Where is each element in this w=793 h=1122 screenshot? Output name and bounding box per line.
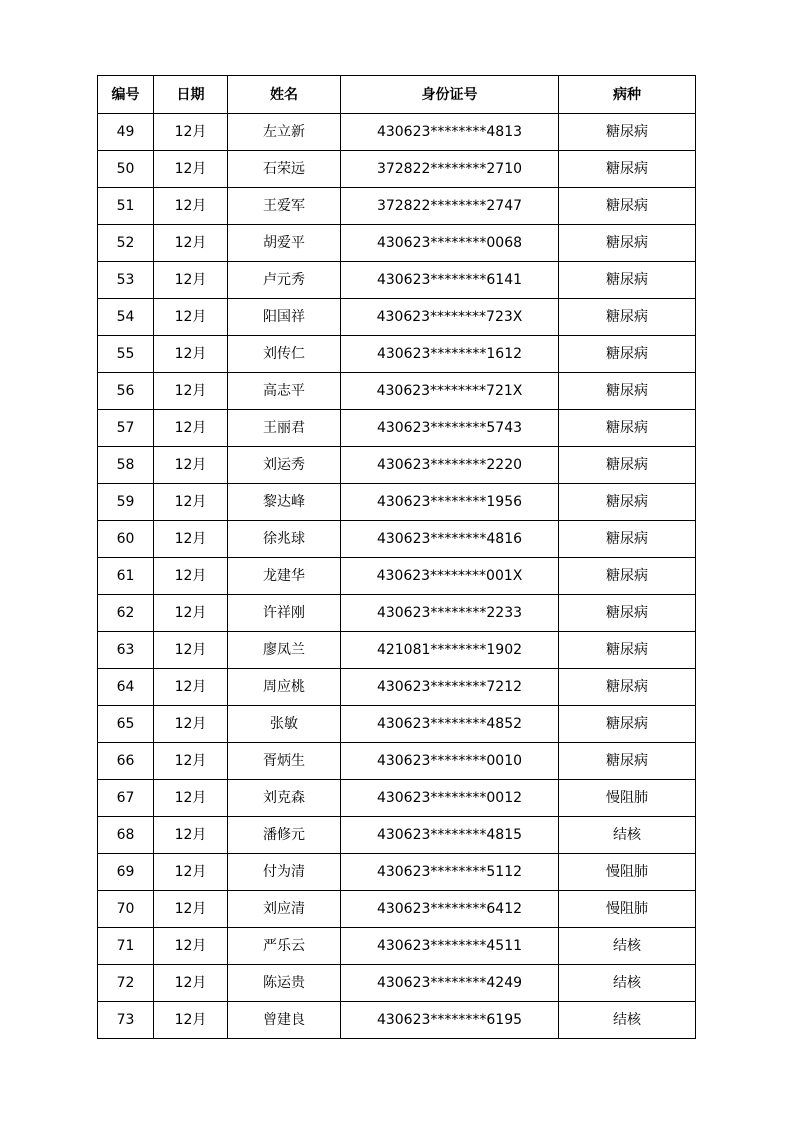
cell-name: 周应桃	[228, 669, 341, 706]
header-id-number: 身份证号	[341, 76, 559, 114]
table-row	[98, 114, 696, 151]
cell-number: 53	[98, 262, 154, 299]
cell-name: 王丽君	[228, 410, 341, 447]
cell-id-number: 430623********4511	[341, 928, 559, 965]
cell-id-number: 430623********4816	[341, 521, 559, 558]
cell-number: 64	[98, 669, 154, 706]
cell-name: 廖凤兰	[228, 632, 341, 669]
cell-number: 51	[98, 188, 154, 225]
cell-disease: 结核	[559, 817, 696, 854]
cell-date: 12月	[154, 558, 228, 595]
cell-name: 曾建良	[228, 1002, 341, 1039]
cell-id-number: 430623********2220	[341, 447, 559, 484]
cell-id-number: 430623********6195	[341, 1002, 559, 1039]
cell-number: 60	[98, 521, 154, 558]
table-row	[98, 780, 696, 817]
cell-id-number: 430623********001X	[341, 558, 559, 595]
cell-date: 12月	[154, 299, 228, 336]
cell-name: 刘传仁	[228, 336, 341, 373]
table-row	[98, 336, 696, 373]
cell-disease: 糖尿病	[559, 743, 696, 780]
cell-id-number: 430623********6141	[341, 262, 559, 299]
cell-date: 12月	[154, 151, 228, 188]
cell-disease: 糖尿病	[559, 114, 696, 151]
cell-date: 12月	[154, 854, 228, 891]
cell-id-number: 430623********0068	[341, 225, 559, 262]
table-row	[98, 299, 696, 336]
cell-number: 58	[98, 447, 154, 484]
cell-id-number: 430623********7212	[341, 669, 559, 706]
cell-name: 黎达峰	[228, 484, 341, 521]
cell-name: 阳国祥	[228, 299, 341, 336]
cell-date: 12月	[154, 928, 228, 965]
table-row	[98, 743, 696, 780]
cell-id-number: 430623********0010	[341, 743, 559, 780]
cell-id-number: 430623********0012	[341, 780, 559, 817]
cell-date: 12月	[154, 706, 228, 743]
cell-date: 12月	[154, 114, 228, 151]
cell-number: 63	[98, 632, 154, 669]
table-row	[98, 484, 696, 521]
cell-name: 潘修元	[228, 817, 341, 854]
cell-number: 66	[98, 743, 154, 780]
table-row	[98, 1002, 696, 1039]
cell-disease: 糖尿病	[559, 188, 696, 225]
cell-id-number: 430623********5112	[341, 854, 559, 891]
cell-disease: 糖尿病	[559, 669, 696, 706]
cell-name: 陈运贵	[228, 965, 341, 1002]
cell-disease: 糖尿病	[559, 262, 696, 299]
cell-name: 卢元秀	[228, 262, 341, 299]
cell-disease: 结核	[559, 928, 696, 965]
cell-id-number: 430623********723X	[341, 299, 559, 336]
cell-id-number: 430623********2233	[341, 595, 559, 632]
header-date: 日期	[154, 76, 228, 114]
cell-disease: 糖尿病	[559, 484, 696, 521]
cell-number: 69	[98, 854, 154, 891]
cell-name: 许祥刚	[228, 595, 341, 632]
cell-date: 12月	[154, 595, 228, 632]
cell-id-number: 430623********721X	[341, 373, 559, 410]
cell-disease: 糖尿病	[559, 373, 696, 410]
cell-name: 左立新	[228, 114, 341, 151]
cell-number: 70	[98, 891, 154, 928]
table-row	[98, 928, 696, 965]
cell-disease: 慢阻肺	[559, 780, 696, 817]
cell-name: 刘运秀	[228, 447, 341, 484]
cell-number: 61	[98, 558, 154, 595]
cell-name: 刘克森	[228, 780, 341, 817]
cell-id-number: 372822********2710	[341, 151, 559, 188]
cell-number: 52	[98, 225, 154, 262]
cell-name: 高志平	[228, 373, 341, 410]
cell-number: 56	[98, 373, 154, 410]
cell-disease: 结核	[559, 1002, 696, 1039]
cell-disease: 糖尿病	[559, 410, 696, 447]
cell-number: 57	[98, 410, 154, 447]
cell-number: 72	[98, 965, 154, 1002]
table-row	[98, 854, 696, 891]
cell-disease: 糖尿病	[559, 151, 696, 188]
cell-name: 石荣远	[228, 151, 341, 188]
table-row	[98, 410, 696, 447]
table-row	[98, 706, 696, 743]
cell-number: 73	[98, 1002, 154, 1039]
cell-name: 龙建华	[228, 558, 341, 595]
cell-date: 12月	[154, 669, 228, 706]
cell-number: 59	[98, 484, 154, 521]
cell-date: 12月	[154, 484, 228, 521]
cell-id-number: 430623********5743	[341, 410, 559, 447]
cell-name: 胥炳生	[228, 743, 341, 780]
cell-number: 71	[98, 928, 154, 965]
cell-disease: 结核	[559, 965, 696, 1002]
cell-date: 12月	[154, 225, 228, 262]
table-row	[98, 521, 696, 558]
table-header	[98, 76, 696, 114]
header-row	[98, 76, 696, 114]
cell-disease: 糖尿病	[559, 299, 696, 336]
cell-id-number: 430623********6412	[341, 891, 559, 928]
table-row	[98, 151, 696, 188]
cell-id-number: 430623********4249	[341, 965, 559, 1002]
patient-roster-table	[97, 75, 696, 1039]
cell-date: 12月	[154, 743, 228, 780]
table-row	[98, 632, 696, 669]
cell-disease: 糖尿病	[559, 225, 696, 262]
header-name: 姓名	[228, 76, 341, 114]
cell-date: 12月	[154, 373, 228, 410]
cell-disease: 糖尿病	[559, 632, 696, 669]
cell-disease: 糖尿病	[559, 336, 696, 373]
header-number: 编号	[98, 76, 154, 114]
cell-number: 68	[98, 817, 154, 854]
cell-name: 徐兆球	[228, 521, 341, 558]
cell-id-number: 430623********1956	[341, 484, 559, 521]
table-row	[98, 891, 696, 928]
cell-date: 12月	[154, 632, 228, 669]
cell-date: 12月	[154, 965, 228, 1002]
cell-date: 12月	[154, 188, 228, 225]
cell-name: 严乐云	[228, 928, 341, 965]
cell-name: 胡爱平	[228, 225, 341, 262]
cell-date: 12月	[154, 410, 228, 447]
cell-name: 王爱军	[228, 188, 341, 225]
cell-number: 67	[98, 780, 154, 817]
table-row	[98, 595, 696, 632]
table-row	[98, 817, 696, 854]
cell-id-number: 430623********4815	[341, 817, 559, 854]
cell-id-number: 430623********4813	[341, 114, 559, 151]
table-row	[98, 188, 696, 225]
header-disease: 病种	[559, 76, 696, 114]
cell-date: 12月	[154, 521, 228, 558]
table-row	[98, 669, 696, 706]
cell-date: 12月	[154, 1002, 228, 1039]
cell-id-number: 372822********2747	[341, 188, 559, 225]
cell-id-number: 430623********1612	[341, 336, 559, 373]
cell-number: 65	[98, 706, 154, 743]
cell-disease: 糖尿病	[559, 558, 696, 595]
table-row	[98, 558, 696, 595]
table-row	[98, 447, 696, 484]
cell-id-number: 421081********1902	[341, 632, 559, 669]
cell-number: 49	[98, 114, 154, 151]
cell-date: 12月	[154, 336, 228, 373]
cell-id-number: 430623********4852	[341, 706, 559, 743]
cell-date: 12月	[154, 447, 228, 484]
cell-date: 12月	[154, 780, 228, 817]
cell-name: 张敏	[228, 706, 341, 743]
table-row	[98, 965, 696, 1002]
cell-disease: 慢阻肺	[559, 891, 696, 928]
cell-date: 12月	[154, 891, 228, 928]
cell-disease: 慢阻肺	[559, 854, 696, 891]
cell-number: 50	[98, 151, 154, 188]
cell-disease: 糖尿病	[559, 706, 696, 743]
cell-name: 刘应清	[228, 891, 341, 928]
table-row	[98, 262, 696, 299]
table-body	[98, 114, 696, 1039]
cell-number: 62	[98, 595, 154, 632]
cell-disease: 糖尿病	[559, 595, 696, 632]
cell-name: 付为清	[228, 854, 341, 891]
cell-disease: 糖尿病	[559, 447, 696, 484]
cell-number: 54	[98, 299, 154, 336]
table-row	[98, 225, 696, 262]
cell-disease: 糖尿病	[559, 521, 696, 558]
table-row	[98, 373, 696, 410]
cell-number: 55	[98, 336, 154, 373]
cell-date: 12月	[154, 262, 228, 299]
cell-date: 12月	[154, 817, 228, 854]
